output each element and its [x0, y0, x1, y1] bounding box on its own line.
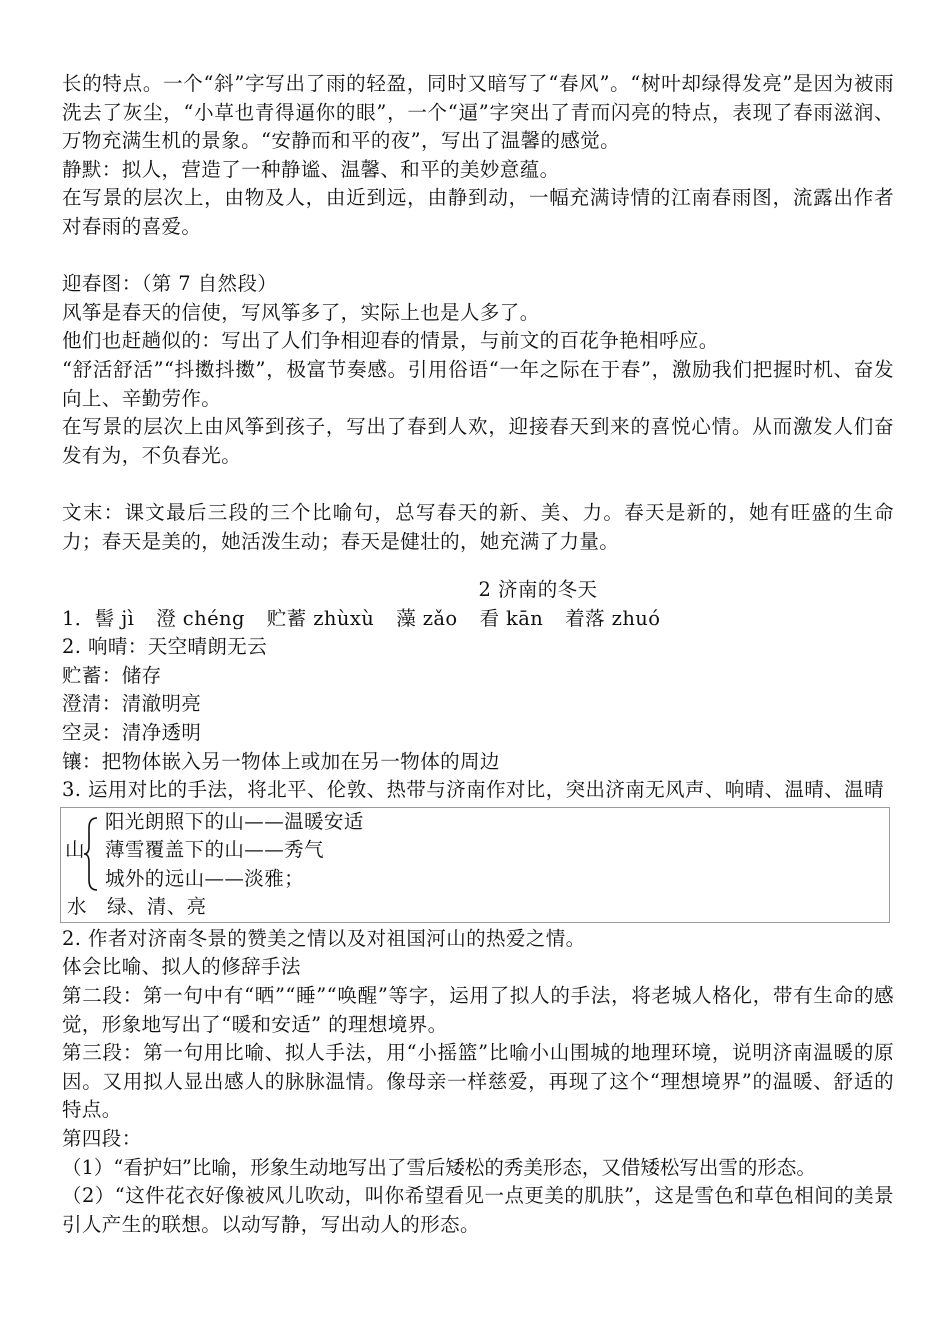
definition: 空灵：清净透明	[62, 721, 202, 745]
paragraph: 体会比喻、拟人的修辞手法	[62, 955, 301, 979]
mountain-line: 阳光朗照下的山——温暖安适	[105, 809, 364, 833]
paragraph: 第四段：	[62, 1127, 142, 1150]
vocab-item: 澄 chéng	[156, 606, 245, 630]
blank-line	[62, 242, 894, 271]
brace-icon	[83, 816, 99, 892]
definition: 贮蓄：储存	[62, 663, 162, 687]
vocab-item: 着落 zhuó	[565, 606, 661, 630]
vocab-item: 1．髻 jì	[62, 606, 135, 630]
definition: 澄清：清澈明亮	[62, 692, 202, 716]
document-page	[62, 70, 894, 1239]
blank-line	[62, 556, 894, 576]
mountain-line: 薄雪覆盖下的山——秀气	[105, 838, 324, 862]
mountain-label: 山	[65, 837, 85, 861]
paragraph: “舒活舒活”“抖擞抖擞”，极富节奏感。引用俗语“一年之际在于春”，激励我们把握时机、奋发向上、辛勤劳作。	[62, 357, 894, 410]
paragraph: 在写景的层次上，由物及人，由近到远，由静到动，一幅充满诗情的江南春雨图，流露出作者对春雨的喜爱。	[62, 186, 894, 238]
definition: 镶：把物体嵌入另一物体上或加在另一物体的周边	[62, 749, 500, 773]
paragraph: （1）“看护妇”比喻，形象生动地写出了雪后矮松的秀美形态，又借矮松写出雪的形态。	[62, 1155, 816, 1179]
water-text: 绿、清、亮	[107, 895, 207, 919]
paragraph: 第二段：第一句中有“晒”“睡”“唤醒”等字，运用了拟人的手法，将老城人格化，带有生命的感觉，形象地写出了“暖和安适” 的理想境界。	[62, 984, 894, 1036]
water-line	[67, 893, 889, 922]
definition: 2. 响晴：天空晴朗无云	[62, 635, 268, 659]
mountain-line: 城外的远山——淡雅；	[105, 866, 305, 890]
paragraph: 3. 运用对比的手法，将北平、伦敦、热带与济南作对比，突出济南无风声、响晴、温晴、温晴	[62, 778, 885, 802]
paragraph: 长的特点。一个“斜”字写出了雨的轻盈，同时又暗写了“春风”。“树叶却绿得发亮”是因为被雨洗去了灰尘，“小草也青得逼你的眼”，一个“逼”字突出了青而闪亮的特点，表现了春雨滋润、万物充满生机的景象。“安静而和平的夜”，写出了温馨的感觉。	[62, 72, 894, 153]
lesson-heading: 2 济南的冬天	[478, 578, 598, 602]
vocab-item: 藻 zǎo	[396, 606, 458, 630]
paragraph: （2）“这件花衣好像被风儿吹动，叫你希望看见一点更美的肌肤”，这是雪色和草色相间的美景引人产生的联想。以动写静，写出动人的形态。	[62, 1184, 894, 1236]
paragraph: 他们也赶趟似的：写出了人们争相迎春的情景，与前文的百花争艳相呼应。	[62, 329, 719, 353]
paragraph: 静默：拟人，营造了一种静谧、温馨、和平的美妙意蕴。	[62, 157, 560, 181]
paragraph: 在写景的层次上由风筝到孩子，写出了春到人欢，迎接春天到来的喜悦心情。从而激发人们奋发有为，不负春光。	[62, 415, 894, 467]
blank-line	[62, 470, 894, 499]
summary-box	[60, 807, 890, 923]
section-title: 迎春图：（第 7 自然段）	[62, 272, 278, 296]
paragraph: 第三段：第一句用比喻、拟人手法，用“小摇篮”比喻小山围城的地理环境，说明济南温暖的原因。又用拟人显出感人的脉脉温情。像母亲一样慈爱，再现了这个“理想境界”的温暖、舒适的特点。	[62, 1041, 894, 1122]
vocabulary-line	[62, 605, 894, 634]
paragraph: 2. 作者对济南冬景的赞美之情以及对祖国河山的热爱之情。	[62, 926, 586, 950]
paragraph: 文末：课文最后三段的三个比喻句，总写春天的新、美、力。春天是新的，她有旺盛的生命力；春天是美的，她活泼生动；春天是健壮的，她充满了力量。	[62, 500, 894, 553]
water-label: 水	[67, 895, 87, 919]
vocab-item: 看 kān	[479, 606, 544, 630]
vocab-item: 贮蓄 zhùxù	[266, 606, 375, 630]
paragraph: 风筝是春天的信使，写风筝多了，实际上也是人多了。	[62, 300, 540, 324]
